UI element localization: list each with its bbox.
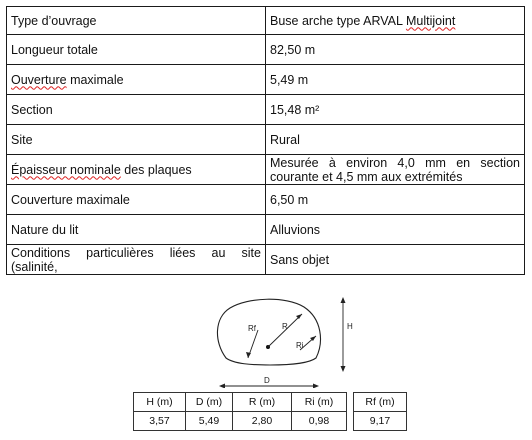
epaisseur-label-part2: des plaques xyxy=(120,162,192,177)
conditions-label-line1: Conditions particulières liées au site xyxy=(11,245,261,260)
radius-r-arrowhead xyxy=(296,314,302,319)
height-arrow-top xyxy=(341,297,346,303)
ouverture-label-rest: maximale xyxy=(66,72,124,87)
epaisseur-value: Mesurée à environ 4,0 mm en section courante et 4,5 mm aux extrémités xyxy=(266,155,525,185)
dims-header-h: H (m) xyxy=(134,393,186,412)
spec-row-longueur xyxy=(7,35,525,65)
type-value-brand: Multijoint xyxy=(405,13,456,28)
section-label: Section xyxy=(7,95,266,125)
label-r: R xyxy=(282,322,288,331)
spec-row-type xyxy=(7,7,525,35)
dims-header-r: R (m) xyxy=(233,393,292,412)
spec-row-epaisseur xyxy=(7,155,525,185)
spec-row-nature xyxy=(7,215,525,245)
section-value: 15,48 m² xyxy=(266,95,525,125)
dims-value-row xyxy=(134,412,407,431)
spec-row-section xyxy=(7,95,525,125)
dims-value-rf: 9,17 xyxy=(354,412,407,431)
dimensions-table xyxy=(133,392,407,431)
nature-label: Nature du lit xyxy=(7,215,266,245)
spec-row-couverture xyxy=(7,185,525,215)
dims-value-h: 3,57 xyxy=(134,412,186,431)
label-ri: Ri xyxy=(296,341,304,350)
site-label: Site xyxy=(7,125,266,155)
site-value: Rural xyxy=(266,125,525,155)
ouverture-label-word: Ouverture xyxy=(11,72,67,87)
arch-outline xyxy=(217,299,320,365)
specification-table xyxy=(6,6,525,275)
conditions-value: Sans objet xyxy=(266,245,525,275)
nature-value: Alluvions xyxy=(266,215,525,245)
label-rf: Rf xyxy=(248,324,256,333)
dims-header-rf: Rf (m) xyxy=(354,393,407,412)
span-arrow-left xyxy=(219,384,225,389)
radius-rf-arrowhead xyxy=(246,352,251,358)
spec-row-conditions xyxy=(7,245,525,275)
label-d: D xyxy=(264,376,270,385)
height-arrow-bottom xyxy=(341,366,346,372)
epaisseur-label xyxy=(7,155,266,185)
label-h: H xyxy=(347,322,353,331)
ouverture-value: 5,49 m xyxy=(266,65,525,95)
spec-row-ouverture xyxy=(7,65,525,95)
span-arrow-right xyxy=(313,384,319,389)
longueur-label: Longueur totale xyxy=(7,35,266,65)
dims-value-r: 2,80 xyxy=(233,412,292,431)
type-value xyxy=(266,7,525,35)
type-value-prefix: Buse arche type ARVAL xyxy=(270,13,406,28)
spec-row-site xyxy=(7,125,525,155)
arch-section-diagram xyxy=(200,292,370,388)
conditions-label-line2: (salinité, xyxy=(11,259,58,274)
longueur-value: 82,50 m xyxy=(266,35,525,65)
type-label: Type d’ouvrage xyxy=(7,7,266,35)
ouverture-label xyxy=(7,65,266,95)
dims-value-ri: 0,98 xyxy=(292,412,347,431)
conditions-label xyxy=(7,245,266,275)
dims-header-ri: Ri (m) xyxy=(292,393,347,412)
couverture-value: 6,50 m xyxy=(266,185,525,215)
dims-value-d: 5,49 xyxy=(186,412,233,431)
epaisseur-label-part1: Épaisseur nominale xyxy=(11,162,121,177)
dims-header-d: D (m) xyxy=(186,393,233,412)
couverture-label: Couverture maximale xyxy=(7,185,266,215)
dims-header-row xyxy=(134,393,407,412)
arch-diagram-svg xyxy=(200,292,370,388)
